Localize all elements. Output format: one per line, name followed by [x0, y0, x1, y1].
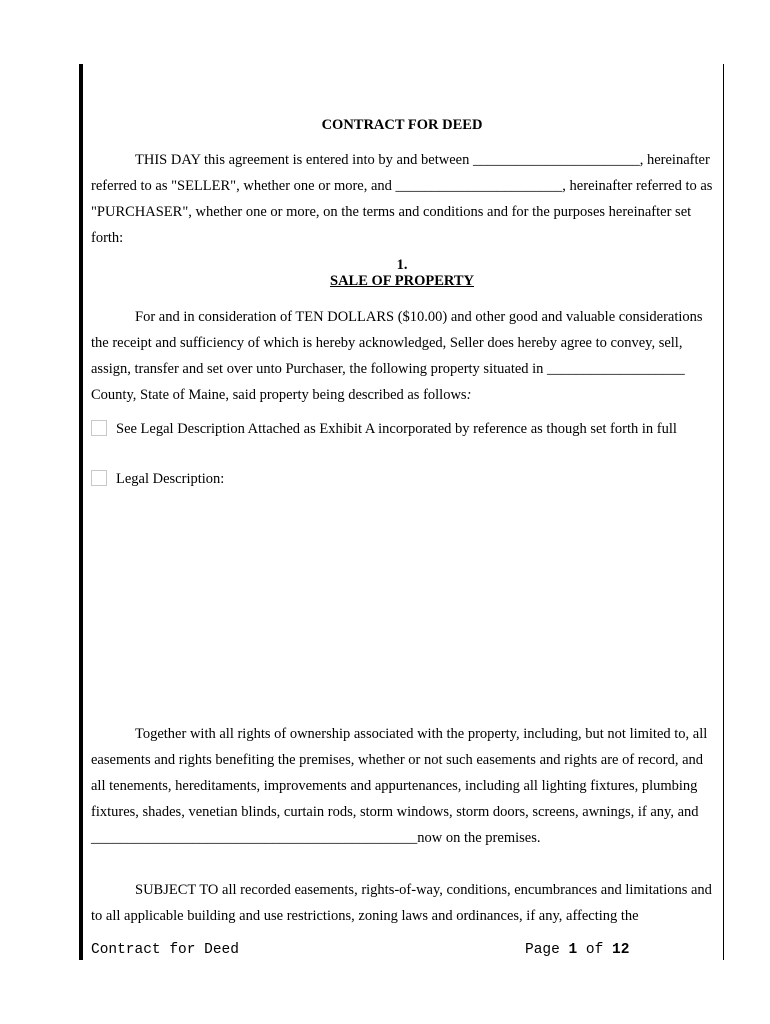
legal-description-checkbox-row: [91, 470, 713, 488]
current-page-number: 1: [568, 942, 578, 958]
exhibit-checkbox-label: See Legal Description Attached as Exhibit A incorporated by reference as though set forth in full: [116, 421, 677, 437]
exhibit-a-checkbox[interactable]: [91, 420, 107, 436]
consideration-paragraph: For and in consideration of TEN DOLLARS ($10.00) and other good and valuable considerations the receipt and sufficiency of which is hereby acknowledged, Seller does hereby agree to convey, sell, assign, transfer and set over unto Purchaser, the following property situated in ___________________ County, State of Maine, said property being described as follows:: [91, 309, 703, 403]
section-number: 1.: [396, 257, 408, 273]
right-margin-line: [723, 64, 724, 960]
rights-paragraph: Together with all rights of ownership associated with the property, including, but not limited to, all easements and rights benefiting the premises, whether or not such easements and rights are of record, and all tenements, hereditaments, improvements and appurtenances, including all lighting fixtures, plumbing fixtures, shades, venetian blinds, curtain rods, storm windows, storm doors, screens, awnings, if any, and _____________________________________________now on the premises.: [91, 726, 708, 846]
colon: :: [466, 387, 472, 403]
left-margin-bar: [79, 64, 83, 960]
subject-to-paragraph: SUBJECT TO all recorded easements, rights-of-way, conditions, encumbrances and limitations and to all applicable building and use restrictions, zoning laws and ordinances, if any, affecting the: [91, 882, 712, 924]
footer-page-indicator: Page 1 of 12: [525, 942, 630, 958]
exhibit-checkbox-row: [91, 420, 713, 438]
legal-description-checkbox[interactable]: [91, 470, 107, 486]
document-title: CONTRACT FOR DEED: [321, 117, 483, 133]
total-page-count: 12: [612, 942, 630, 958]
section-heading: SALE OF PROPERTY: [330, 273, 474, 289]
legal-description-label: Legal Description:: [116, 471, 225, 487]
intro-paragraph: THIS DAY this agreement is entered into by and between _______________________, hereinafter referred to as "SELLER", whether one or more, and _______________________, hereinafter referred to as "PURCHASER", whether one or more, on the terms and conditions and for the purposes hereinafter set forth:: [91, 152, 713, 246]
footer-document-name: Contract for Deed: [91, 942, 239, 958]
